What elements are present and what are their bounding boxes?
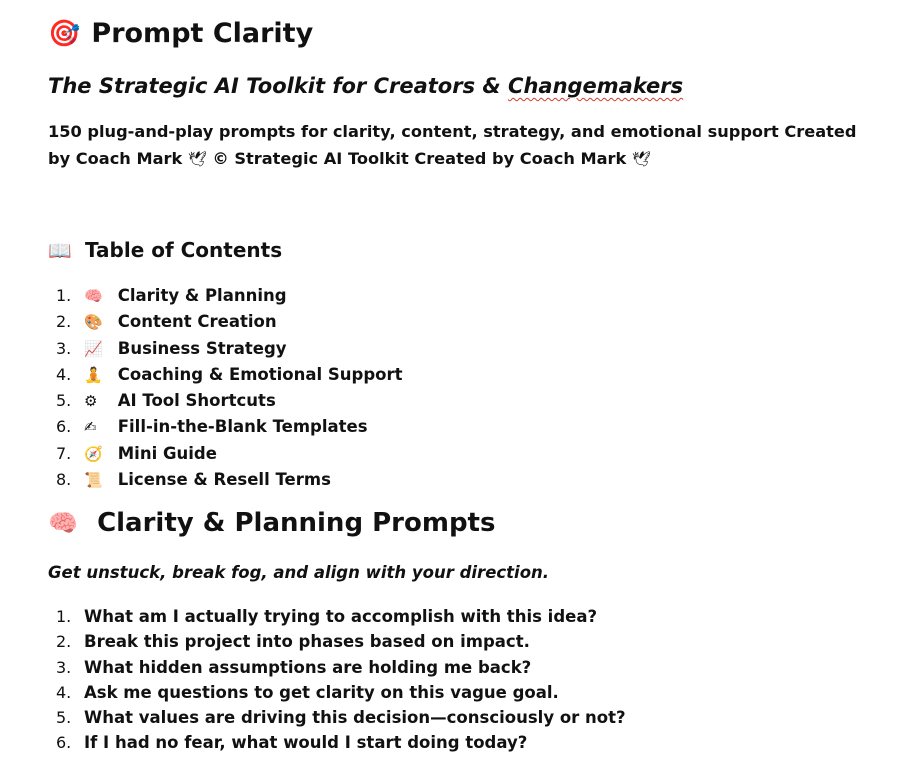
section-subheading: Get unstuck, break fog, and align with your direction.	[48, 563, 550, 582]
open-book-icon: 📖	[48, 240, 72, 262]
brain-icon: 🧠	[48, 509, 78, 537]
list-number: 3.	[56, 338, 72, 358]
list-item	[48, 705, 626, 730]
brain-icon: 🧠	[84, 287, 103, 305]
list-number: 5.	[56, 708, 72, 728]
page-title	[48, 16, 313, 52]
list-number: 6.	[56, 417, 72, 437]
prompt-text: Ask me questions to get clarity on this vague goal.	[84, 682, 559, 702]
toc-item-label: Mini Guide	[117, 443, 217, 463]
page-description	[48, 118, 868, 173]
spellcheck-flagged-word[interactable]: Changemakers	[508, 74, 684, 98]
list-number: 6.	[56, 733, 72, 753]
list-item	[48, 680, 626, 705]
toc-heading-text: Table of Contents	[84, 238, 283, 262]
chart-increasing-icon: 📈	[84, 339, 103, 358]
list-number: 8.	[56, 470, 72, 490]
description-text-2: © Strategic AI Toolkit Created by Coach Mark	[206, 149, 632, 168]
prompt-list	[48, 604, 626, 756]
prompt-text: What values are driving this decision—consciously or not?	[84, 708, 626, 728]
list-number: 2.	[56, 632, 72, 652]
subtitle-text: The Strategic AI Toolkit for Creators &	[48, 74, 509, 98]
list-number: 2.	[56, 312, 72, 332]
list-item	[48, 730, 626, 755]
page-title-text: Prompt Clarity	[91, 18, 314, 49]
toc-item-label: Clarity & Planning	[117, 286, 287, 305]
prompt-text: What hidden assumptions are holding me back?	[84, 657, 532, 677]
compass-icon: 🧭	[84, 444, 103, 463]
writing-hand-icon: ✍	[84, 418, 97, 437]
target-icon: 🎯	[48, 19, 81, 49]
page-subtitle	[48, 72, 683, 100]
list-item	[48, 604, 626, 629]
palette-icon: 🎨	[84, 313, 103, 332]
prompt-text: Break this project into phases based on impact.	[84, 632, 530, 652]
section-heading-text: Clarity & Planning Prompts	[97, 508, 496, 538]
prompt-text: What am I actually trying to accomplish with this idea?	[84, 607, 598, 626]
table-of-contents-list	[48, 283, 403, 493]
toc-item-label: Coaching & Emotional Support	[117, 364, 403, 384]
list-number: 1.	[56, 286, 72, 305]
list-number: 1.	[56, 607, 72, 626]
list-number: 5.	[56, 391, 72, 411]
list-number: 4.	[56, 682, 72, 702]
toc-heading	[48, 236, 282, 265]
dove-icon: 🕊	[187, 150, 207, 168]
dove-icon: 🕊	[631, 150, 651, 168]
list-number: 3.	[56, 657, 72, 677]
prompt-text: If I had no fear, what would I start doing today?	[84, 733, 528, 753]
toc-item-label: License & Resell Terms	[117, 470, 331, 490]
toc-item-ai-tool-shortcuts[interactable]	[48, 388, 403, 414]
scroll-icon: 📜	[84, 471, 103, 490]
toc-item-coaching-emotional-support[interactable]	[48, 362, 403, 388]
section-heading	[48, 505, 495, 541]
list-item	[48, 655, 626, 680]
list-number: 7.	[56, 443, 72, 463]
toc-item-business-strategy[interactable]	[48, 336, 403, 362]
toc-item-mini-guide[interactable]	[48, 441, 403, 467]
description-text-1: 150 plug-and-play prompts for clarity, content, strategy, and emotional support Created by Coach Mark	[48, 122, 857, 168]
toc-item-license-resell-terms[interactable]	[48, 467, 403, 493]
toc-item-fill-in-the-blank-templates[interactable]	[48, 414, 403, 440]
list-item	[48, 629, 626, 654]
toc-item-content-creation[interactable]	[48, 309, 403, 335]
toc-item-label: Business Strategy	[117, 338, 287, 358]
toc-item-clarity-planning[interactable]	[48, 283, 403, 309]
gear-icon: ⚙	[84, 392, 98, 411]
toc-item-label: Content Creation	[117, 312, 277, 332]
meditation-icon: 🧘	[84, 365, 103, 384]
list-number: 4.	[56, 364, 72, 384]
toc-item-label: AI Tool Shortcuts	[117, 391, 276, 411]
toc-item-label: Fill-in-the-Blank Templates	[117, 417, 368, 437]
